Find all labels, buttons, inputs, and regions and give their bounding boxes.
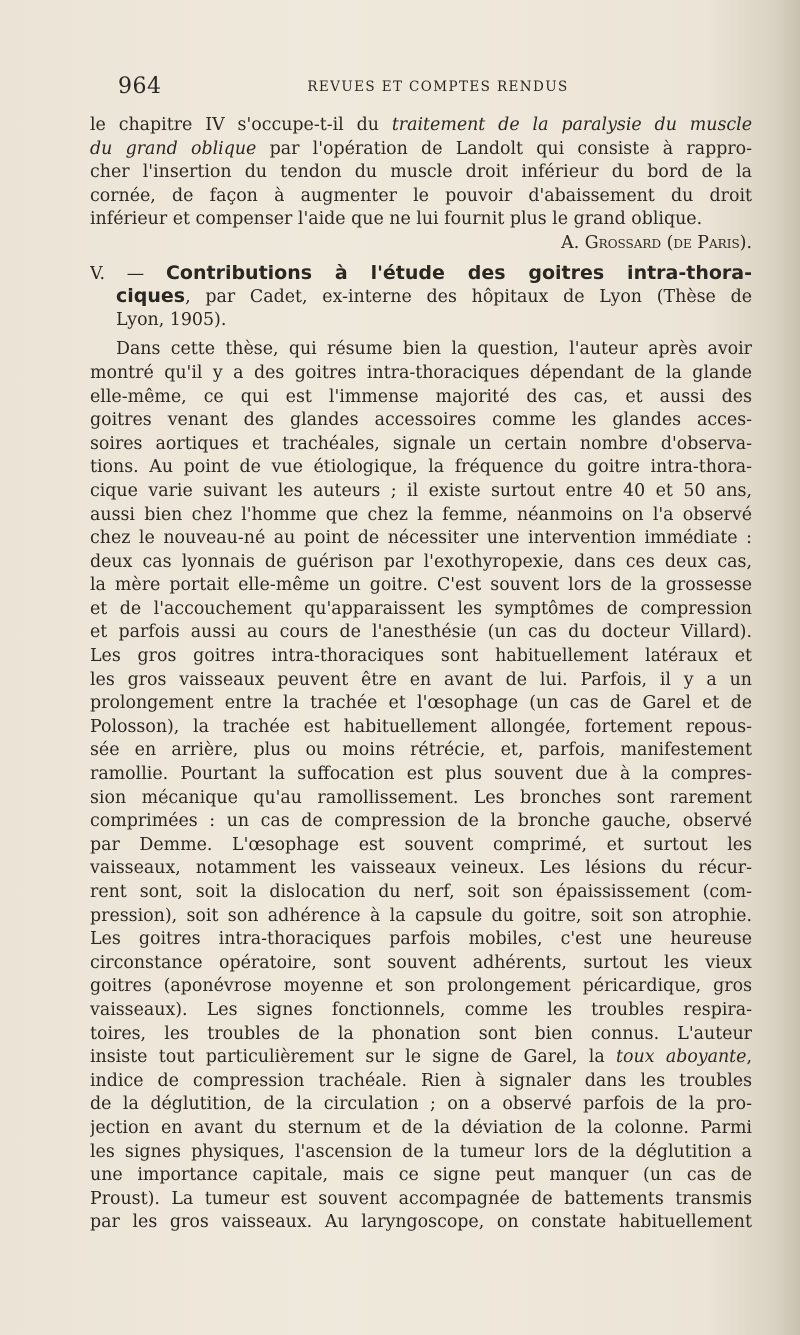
- text-line: par Demme. L'œsophage est souvent comprimé, et surtout les: [90, 834, 752, 855]
- section-v-body: [90, 338, 752, 1235]
- page-header: [118, 74, 758, 98]
- text-line: de la déglutition, de la circulation ; on a observé parfois de la pro-: [90, 1094, 752, 1115]
- text-line: une importance capitale, mais ce signe peut manquer (un cas de: [90, 1165, 752, 1186]
- text-line: chez le nouveau-né au point de nécessiter une intervention immédiate :: [90, 528, 752, 549]
- text-line: du grand oblique par l'opération de Landolt qui consiste à rappro-: [90, 138, 752, 159]
- text-line: montré qu'il y a des goitres intra-thoraciques dépendant de la glande: [90, 362, 752, 383]
- section-v-title-line2: [90, 285, 752, 309]
- text-line: tions. Au point de vue étiologique, la fréquence du goitre intra-thora-: [90, 457, 752, 478]
- text-line: Proust). La tumeur est souvent accompagnée de battements transmis: [90, 1188, 752, 1209]
- text-line: pression), soit son adhérence à la capsule du goitre, soit son atrophie.: [90, 905, 752, 926]
- text-line: rent sont, soit la dislocation du nerf, soit son épaississement (com-: [90, 882, 752, 902]
- section-v-title-line1: [90, 262, 752, 286]
- text-line: Les gros goitres intra-thoraciques sont habituellement latéraux et: [90, 646, 752, 667]
- text-line: jection en avant du sternum et de la déviation de la colonne. Parmi: [90, 1117, 752, 1138]
- running-title: REVUES ET COMPTES RENDUS: [307, 79, 569, 95]
- text-line: par les gros vaisseaux. Au laryngoscope, on constate habituellement: [90, 1212, 752, 1233]
- text-line: Dans cette thèse, qui résume bien la question, l'auteur après avoir: [116, 339, 752, 360]
- article-title: Contributions à l'étude des goitres intra-thora-: [165, 261, 752, 284]
- text-line: vaisseaux, notamment les vaisseaux veineux. Les lésions du récur-: [90, 858, 752, 879]
- text-line: ramollie. Pourtant la suffocation est plus souvent due à la compres-: [90, 764, 752, 785]
- text-line: circonstance opératoire, sont souvent adhérents, surtout les vieux: [90, 952, 752, 973]
- text-line: goitres (aponévrose moyenne et son prolongement péricardique, gros: [90, 976, 752, 997]
- page-number: 964: [118, 74, 162, 99]
- byline: , par Cadet, ex-interne des hôpitaux de Lyon (Thèse de: [185, 287, 752, 308]
- text-line: insiste tout particulièrement sur le signe de Garel, la toux aboyante,: [90, 1047, 752, 1068]
- section-v-heading: [90, 262, 752, 333]
- text-line: sion mécanique qu'au ramollissement. Les bronches sont rarement: [90, 787, 752, 808]
- text-line: aussi bien chez l'homme que chez la femme, néanmoins on l'a observé: [90, 504, 752, 525]
- text-line: la mère portait elle-même un goitre. C'est souvent lors de la grossesse: [90, 575, 752, 596]
- text-line: sée en arrière, plus ou moins rétrécie, et, parfois, manifestement: [90, 740, 752, 761]
- text-line: deux cas lyonnais de guérison par l'exothyropexie, dans ces deux cas,: [90, 551, 752, 572]
- text-line: et parfois aussi au cours de l'anesthésie (un cas du docteur Villard).: [90, 622, 752, 643]
- text-line: goitres venant des glandes accessoires comme les glandes acces-: [90, 410, 752, 431]
- text-line: cher l'insertion du tendon du muscle droit inférieur du bord de la: [90, 162, 752, 183]
- text-line: toires, les troubles de la phonation sont bien connus. L'auteur: [90, 1023, 752, 1044]
- text-line: Polosson), la trachée est habituellement allongée, fortement repous-: [90, 716, 752, 737]
- article-title-cont: ciques: [116, 285, 186, 308]
- text-line: cornée, de façon à augmenter le pouvoir d'abaissement du droit: [90, 185, 752, 206]
- text-line: inférieur et compenser l'aide que ne lui fournit plus le grand oblique.: [90, 209, 703, 230]
- text-line: indice de compression trachéale. Rien à signaler dans les troubles: [90, 1070, 752, 1091]
- section-v-citation: Lyon, 1905).: [116, 309, 227, 330]
- text-line: et de l'accouchement qu'apparaissent les symptômes de compression: [90, 598, 752, 619]
- text-line: comprimées : un cas de compression de la bronche gauche, observé: [90, 811, 752, 832]
- text-line: les signes physiques, l'ascension de la tumeur lors de la déglutition a: [90, 1141, 752, 1162]
- section-number: V. —: [90, 263, 166, 284]
- text-line: vaisseaux). Les signes fonctionnels, comme les troubles respira-: [90, 999, 752, 1020]
- signature: A. Grossard (de Paris).: [561, 232, 752, 253]
- text-line: prolongement entre la trachée et l'œsophage (un cas de Garel et de: [90, 693, 752, 714]
- text-line: le chapitre IV s'occupe-t-il du traitement de la paralysie du muscle: [90, 115, 752, 135]
- text-line: elle-même, ce qui est l'immense majorité des cas, et aussi des: [90, 386, 752, 407]
- text-line: Les goitres intra-thoraciques parfois mobiles, c'est une heureuse: [90, 929, 752, 950]
- text-line: soires aortiques et trachéales, signale un certain nombre d'observa-: [90, 433, 752, 454]
- section-iv-conclusion: [90, 114, 752, 232]
- text-line: cique varie suivant les auteurs ; il existe surtout entre 40 et 50 ans,: [90, 480, 752, 501]
- body-text: [90, 114, 752, 1235]
- text-line: les gros vaisseaux peuvent être en avant de lui. Parfois, il y a un: [90, 669, 752, 690]
